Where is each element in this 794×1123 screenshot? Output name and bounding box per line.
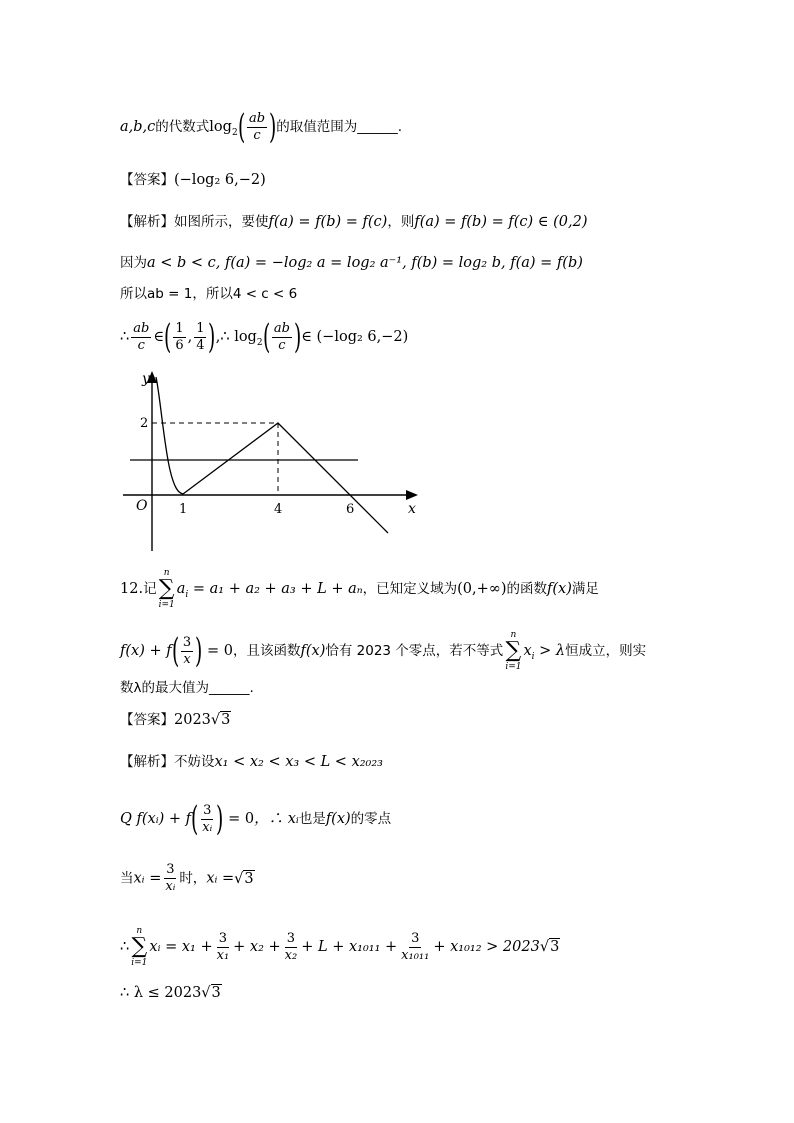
math: xᵢ = <box>206 870 235 887</box>
fraction-denominator: 6 <box>175 337 184 353</box>
text: ，则 <box>387 214 415 230</box>
vars: a,b,c <box>120 119 156 135</box>
q12-analysis-line2 <box>120 800 391 838</box>
text: ，已知定义域为 <box>362 581 458 597</box>
x-axis-arrow <box>406 490 418 500</box>
fraction-denominator: x₁ <box>216 947 230 963</box>
fraction <box>215 931 232 964</box>
q11-question-tail <box>120 108 402 146</box>
sum-lower: i=1 <box>131 958 148 968</box>
fraction <box>131 321 151 354</box>
fraction <box>399 931 431 964</box>
paren-right: ) <box>269 107 277 147</box>
text: 当 <box>120 870 134 887</box>
fraction-numerator: 3 <box>166 862 175 877</box>
text: 也是 <box>298 811 326 827</box>
math: = a₁ + a₂ + a₃ + L + aₙ <box>188 581 363 597</box>
text: 恒成立，则实 <box>565 643 647 659</box>
q12-analysis-line1 <box>120 752 383 772</box>
math: = 0 <box>202 643 233 659</box>
text: 如图所示，要使 <box>174 214 269 230</box>
math: f(x) <box>547 581 572 597</box>
math: xᵢ = <box>133 870 162 887</box>
fraction-numerator: 3 <box>218 930 228 946</box>
math: f(x) + f <box>120 643 172 659</box>
sqrt: √3 <box>234 870 254 887</box>
fraction-denominator: c <box>253 127 261 143</box>
x-tick-label: 4 <box>274 502 283 517</box>
log-curve <box>156 377 183 494</box>
analysis-label: 【解析】 <box>120 754 174 770</box>
math: + x₂ + <box>233 939 281 955</box>
math: f(x) <box>325 811 351 827</box>
text: 的函数 <box>506 581 548 597</box>
math: + L + x₁₀₁₁ + <box>301 939 398 955</box>
radicand: 3 <box>244 870 254 887</box>
radicand: 3 <box>550 939 560 955</box>
analysis-label: 【解析】 <box>120 214 174 230</box>
fraction-denominator: c <box>137 337 145 353</box>
text: 时， <box>179 870 207 887</box>
math: f(a) = f(b) = f(c) ∈ (0,2) <box>414 214 588 230</box>
math: ∈ <box>153 329 165 345</box>
x-tick-label: 1 <box>179 502 188 517</box>
fraction <box>173 321 185 354</box>
origin-label: O <box>136 498 148 514</box>
paren-left: ( <box>171 631 179 671</box>
text: 不妨设 <box>174 754 215 770</box>
fraction-numerator: ab <box>133 320 150 336</box>
fraction <box>200 803 214 836</box>
function-graph <box>118 365 428 555</box>
log-base: 2 <box>256 337 263 348</box>
math: > λ <box>534 643 566 659</box>
fraction-denominator: c <box>278 337 286 353</box>
math: x₁ < x₂ < x₃ < L < x₂₀₂₃ <box>214 754 383 770</box>
q12-analysis-line4 <box>120 926 560 968</box>
fraction-denominator: x₁₀₁₁ <box>401 947 430 963</box>
q11-analysis-line3: 所以ab = 1，所以4 < c < 6 <box>120 286 298 302</box>
math: Q f(xᵢ) + f <box>120 811 192 827</box>
math: = 0 <box>223 811 255 827</box>
fraction-numerator: 1 <box>196 320 205 336</box>
sum-upper: n <box>136 926 143 936</box>
q11-analysis-line2 <box>120 253 583 273</box>
answer-value: (−log₂ 6,−2) <box>174 172 266 188</box>
fraction-numerator: 3 <box>286 930 296 946</box>
math: f(a) = f(b) = f(c) <box>268 214 388 230</box>
q12-line2: f(x) + f( $\frac{3}{x}$ ) = 0，且该函数f(x)恰有 2023 个零点，若不等式 n ∑ i=1 $x_i > \lambda$恒成立，则实 <box>120 630 647 672</box>
x-tick-label: 6 <box>346 502 355 517</box>
fraction-numerator: 1 <box>175 320 184 336</box>
therefore: ∴ <box>120 329 130 345</box>
fraction-denominator: 4 <box>196 337 205 353</box>
math: ,∴ log <box>215 329 257 345</box>
fraction-numerator: 3 <box>203 802 212 818</box>
math: ，∴ xᵢ <box>254 811 299 827</box>
sum-lower: i=1 <box>505 662 522 672</box>
sum-symbol: n ∑ i=1 <box>158 568 175 610</box>
sum-symbol: n ∑ i=1 <box>131 926 148 968</box>
q11-analysis-line4: ∴ $\frac{ab}{c}$ ∈( $\frac{1}{6}$ , $\frac{1}{4}$ ),∴ $\log_2$( $\frac{ab}{c}$ )∈ (−log₂ 6,−2) <box>120 317 409 357</box>
fraction <box>247 111 267 144</box>
math: ∴ λ ≤ 2023 <box>120 985 202 1001</box>
fraction <box>181 635 193 668</box>
log-base: 2 <box>231 127 238 138</box>
paren-left: ( <box>191 799 199 839</box>
paren-right: ) <box>293 317 302 357</box>
text: 记 <box>143 581 157 597</box>
text: 的代数式 <box>155 119 210 135</box>
text: 的零点 <box>350 811 392 827</box>
therefore: ∴ <box>120 939 130 955</box>
sqrt: √3 <box>210 712 231 728</box>
sqrt: √3 <box>539 939 560 955</box>
answer-value: 2023 <box>174 712 211 728</box>
paren-left: ( <box>164 317 172 357</box>
sum-lower: i=1 <box>158 600 175 610</box>
radicand: 3 <box>211 985 221 1001</box>
fraction <box>163 862 177 895</box>
y-axis-label: y <box>142 371 150 387</box>
q12-analysis-line3 <box>120 862 255 895</box>
log-text: log <box>209 119 232 135</box>
fraction-denominator: x <box>183 651 191 667</box>
math: (0,+∞) <box>457 581 507 597</box>
math: a < b < c, f(a) = −log₂ a = log₂ a⁻¹, f(b) = log₂ b, f(a) = f(b) <box>147 255 583 271</box>
fraction <box>272 321 292 354</box>
math: + x₁₀₁₂ > 2023 <box>433 939 540 955</box>
q11-analysis-line1 <box>120 212 587 232</box>
piecewise-lines <box>183 423 388 533</box>
question-number: 12. <box>120 581 144 597</box>
fraction <box>194 321 206 354</box>
fraction-denominator: xᵢ <box>165 879 176 894</box>
x-axis-label: x <box>408 501 416 517</box>
text: 因为 <box>120 255 147 271</box>
q11-answer <box>120 170 266 190</box>
math: x <box>523 643 532 659</box>
fraction-numerator: 3 <box>182 634 192 650</box>
answer-label: 【答案】 <box>120 712 174 728</box>
sqrt: √3 <box>201 985 221 1001</box>
paren-left: ( <box>262 317 270 357</box>
math: ∈ (−log₂ 6,−2) <box>301 329 409 345</box>
text: 满足 <box>571 581 599 597</box>
fraction-numerator: 3 <box>411 930 420 946</box>
sum-symbol: n ∑ i=1 <box>505 630 522 672</box>
fraction <box>283 931 300 964</box>
q12-line3: 数λ的最大值为______. <box>120 680 254 696</box>
math: xᵢ = x₁ + <box>149 939 213 955</box>
fraction-numerator: ab <box>273 320 290 336</box>
paren-right: ) <box>195 631 203 671</box>
q12-answer <box>120 710 231 730</box>
paren-left: ( <box>237 107 245 147</box>
text: 恰有 2023 个零点，若不等式 <box>325 643 504 659</box>
fraction-denominator: xᵢ <box>202 819 213 835</box>
y-tick-label: 2 <box>140 416 149 431</box>
paren-right: ) <box>208 317 216 357</box>
paren-right: ) <box>216 799 224 839</box>
q12-line1: 12.记 n ∑ i=1 $a_i = a_1 + a_2 + a_3 + L + a_n$，已知定义域为(0,+∞)的函数f(x)满足 <box>120 568 599 610</box>
q12-analysis-line5 <box>120 983 222 1003</box>
radicand: 3 <box>221 712 231 728</box>
text: 的取值范围为______. <box>276 119 403 135</box>
sum-upper: n <box>510 630 517 640</box>
text: ，且该函数 <box>233 643 301 659</box>
math: a <box>176 581 186 597</box>
fraction-denominator: x₂ <box>284 947 298 963</box>
fraction-numerator: ab <box>248 110 266 126</box>
answer-label: 【答案】 <box>120 172 174 188</box>
sum-upper: n <box>163 568 170 578</box>
math: f(x) <box>300 643 326 659</box>
